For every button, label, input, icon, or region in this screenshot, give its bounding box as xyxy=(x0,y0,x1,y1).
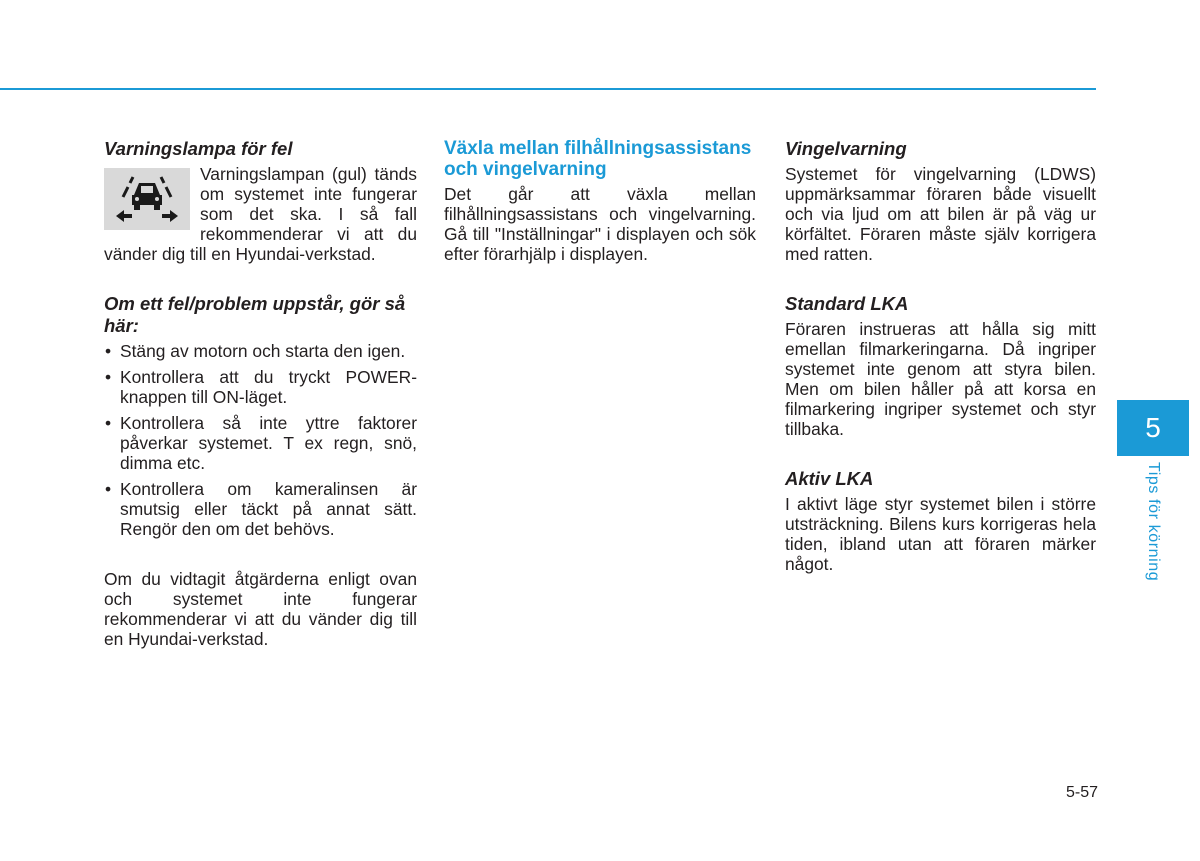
page-number: 5-57 xyxy=(1065,784,1098,801)
lane-keeping-warning-icon xyxy=(104,168,190,230)
spacer xyxy=(785,439,1096,468)
troubleshooting-list xyxy=(104,341,417,539)
list-item: • Kontrollera att du tryckt POWER-knappen till ON-läget. xyxy=(104,367,417,407)
switch-modes-text: Det går att växla mellan filhållningsassistans och vingelvarning. Gå till "Inställningar" i displayen och sök efter förarhjälp i displayen. xyxy=(444,184,756,264)
heading-ldws: Vingelvarning xyxy=(785,138,907,159)
closing-text: Om du vidtagit åtgärderna enligt ovan och systemet inte fungerar rekommenderar vi att du vänder dig till en Hyundai-verkstad. xyxy=(104,569,417,649)
active-lka-text: I aktivt läge styr systemet bilen i större utsträckning. Bilens kurs korrigeras hela tiden, ibland utan att föraren märker något. xyxy=(785,494,1096,574)
chapter-title: Tips för körning xyxy=(1145,462,1162,582)
heading-switch-modes: Växla mellan filhållningsassistans och vingelvarning xyxy=(444,138,752,180)
heading-standard-lka: Standard LKA xyxy=(785,293,909,314)
ldws-text: Systemet för vingelvarning (LDWS) uppmärksammar föraren både visuellt och via ljud om att bilen är på väg ur körfältet. Föraren måste själv korrigera med ratten. xyxy=(785,164,1096,264)
column-middle xyxy=(444,138,756,264)
heading-troubleshooting: Om ett fel/problem uppstår, gör så här: xyxy=(104,293,406,336)
spacer xyxy=(104,264,417,293)
warning-lamp-text: Varningslampan (gul) tänds om systemet inte fungerar som det ska. I så fall rekommenderar vi att du vänder dig till en Hyundai-verkstad. xyxy=(104,164,417,264)
chapter-number-tab: 5 xyxy=(1117,400,1189,456)
column-left xyxy=(104,138,417,649)
heading-active-lka: Aktiv LKA xyxy=(785,468,874,489)
heading-warning-lamp: Varningslampa för fel xyxy=(104,138,293,159)
list-item: • Kontrollera om kameralinsen är smutsig eller täckt på annat sätt. Rengör den om det behövs. xyxy=(104,479,417,539)
standard-lka-text: Föraren instrueras att hålla sig mitt emellan filmarkeringarna. Då ingriper systemet inte genom att styra bilen. Men om bilen håller på att korsa en filmarkering ingriper systemet och styr tillbaka. xyxy=(785,319,1096,439)
list-item: • Stäng av motorn och starta den igen. xyxy=(104,341,417,361)
spacer xyxy=(785,264,1096,293)
spacer xyxy=(104,545,417,569)
list-item: • Kontrollera så inte yttre faktorer påverkar systemet. T ex regn, snö, dimma etc. xyxy=(104,413,417,473)
column-right xyxy=(785,138,1096,574)
top-rule xyxy=(0,88,1096,90)
